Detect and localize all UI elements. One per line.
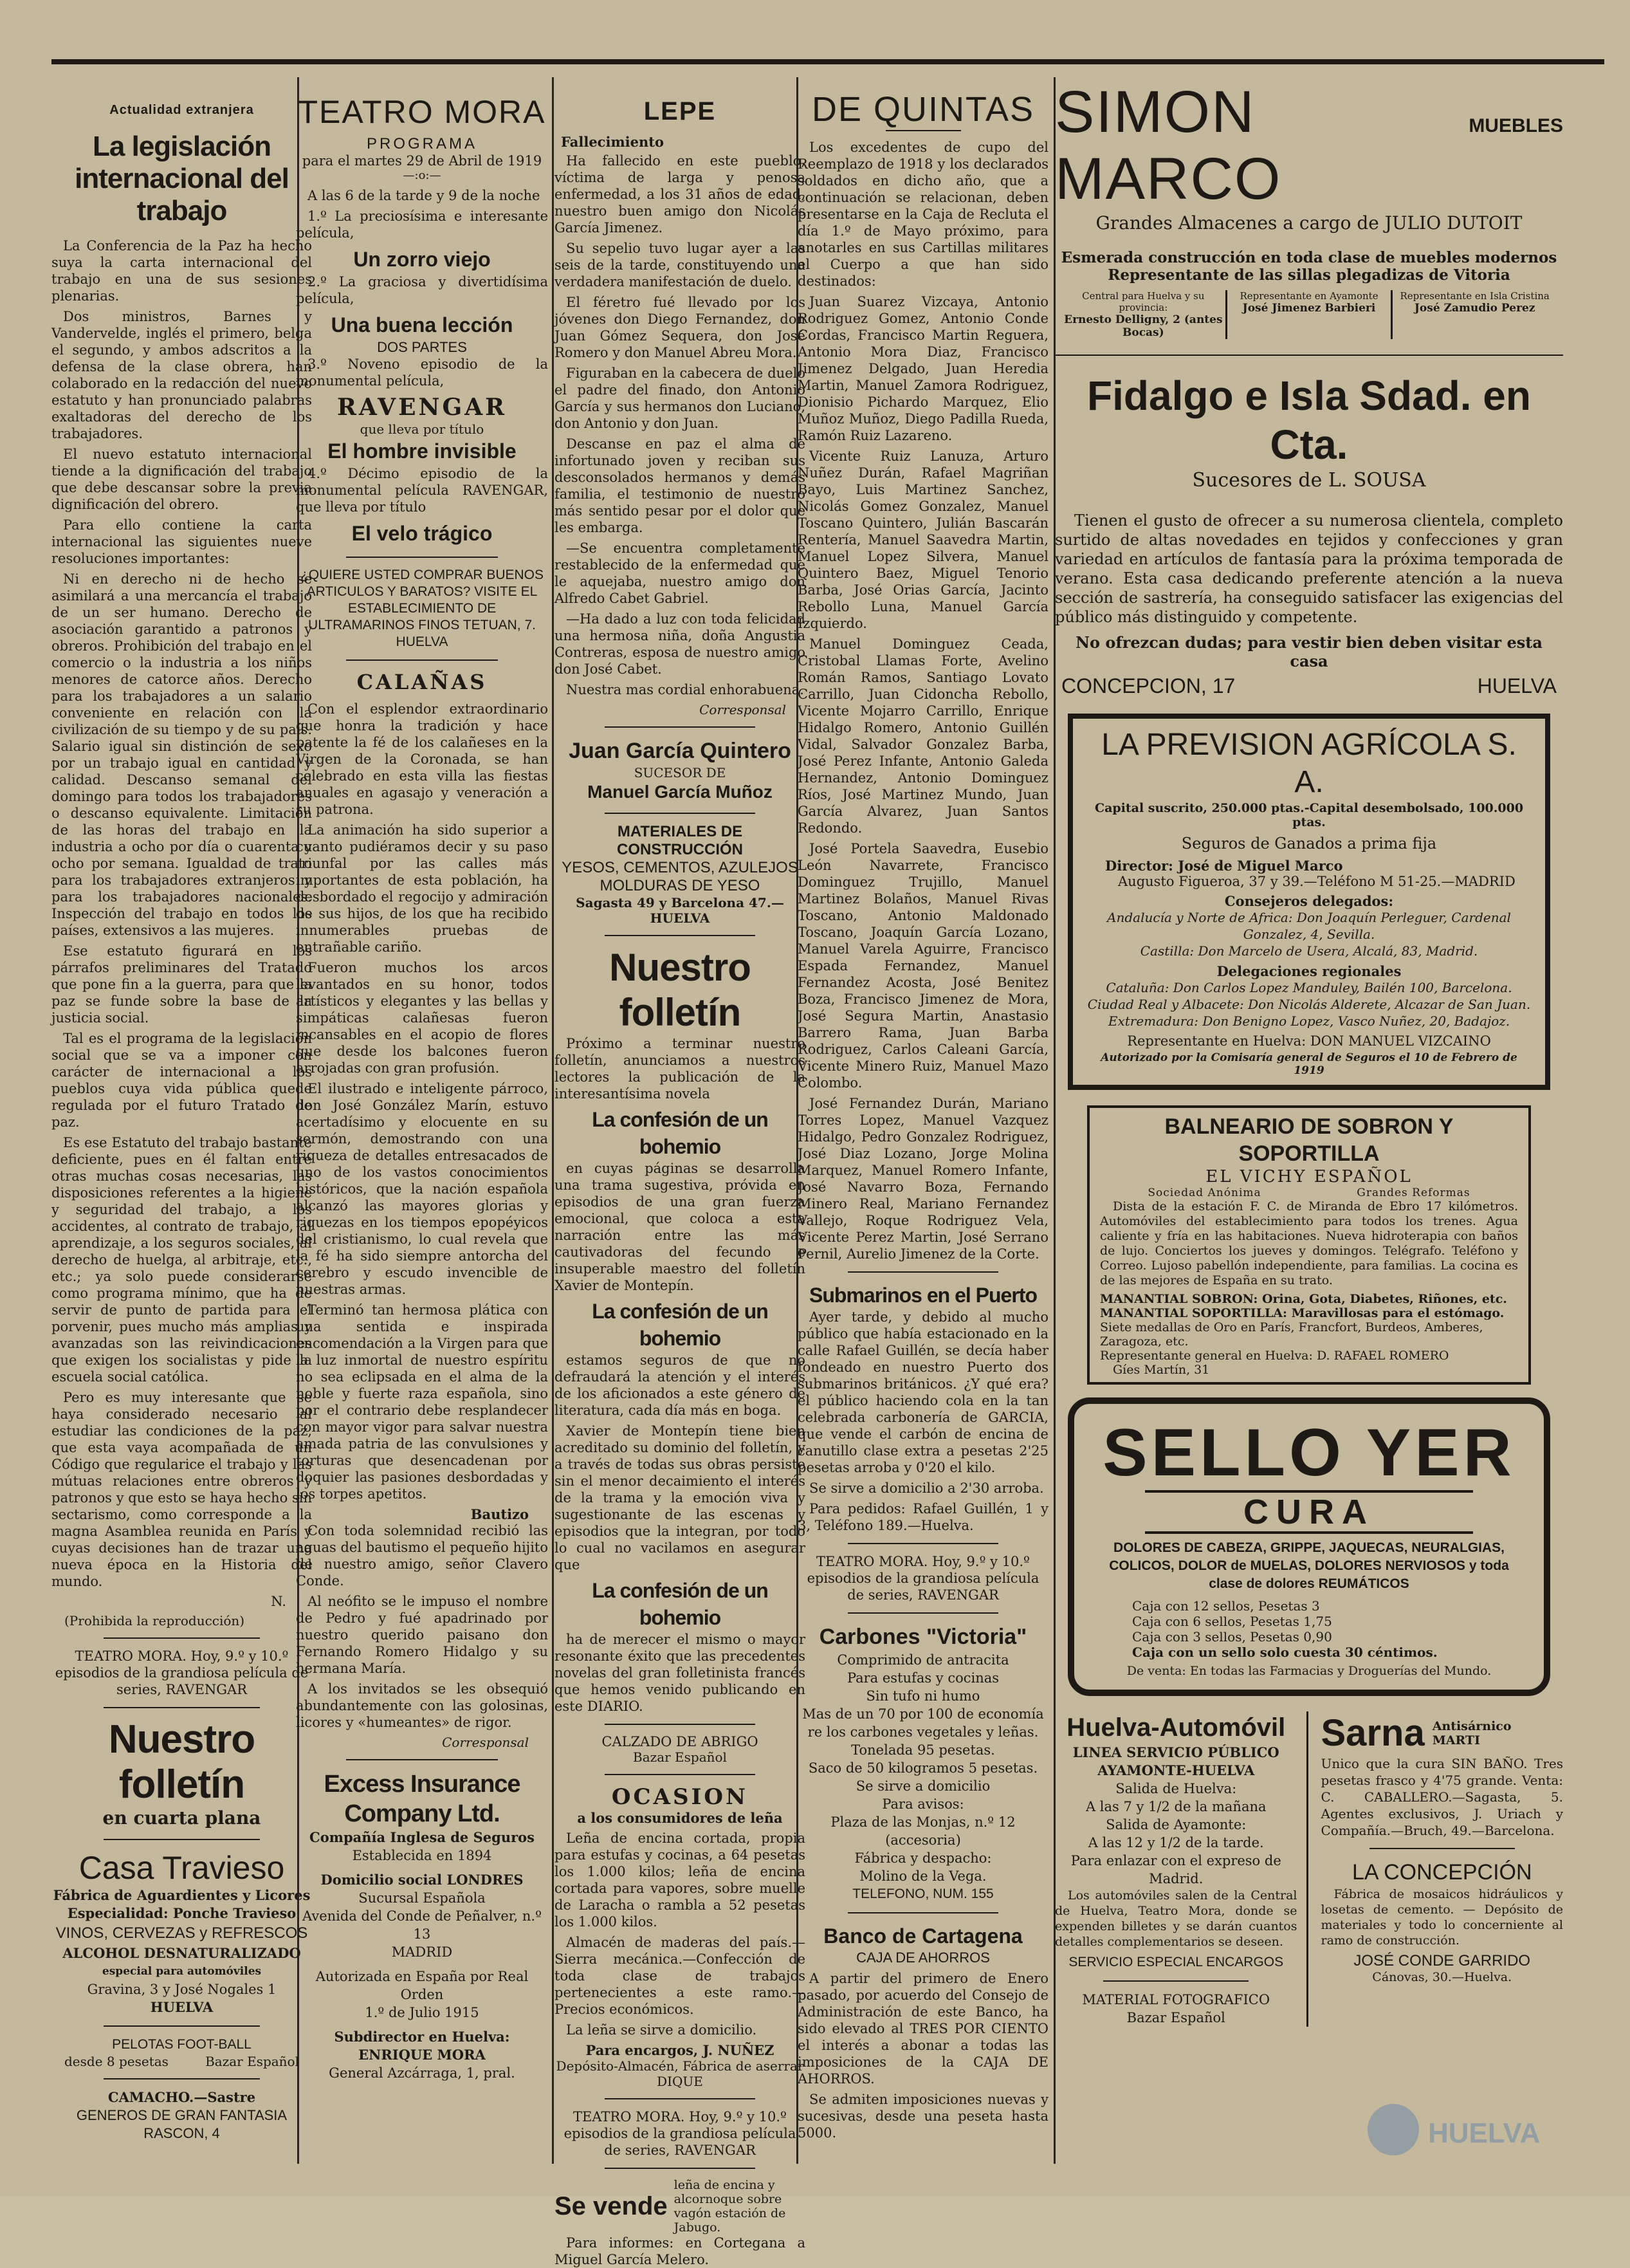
paragraph: Vicente Ruiz Lanuza, Arturo Nuñez Durán, Rafael Magriñan Bayo, Luis Martinez Sanchez, Nicolás Gomez Gonzalez, Manuel Toscano Quintero, Julián Bascarán Rentería, Manuel Saavedra Martin, Manuel Lopez Silvera, Manuel Quintero Baez, Miguel Tenorio Barba, José Orias García, Jacinto Rebollo Luna, Manuel García Izquierdo. (798, 448, 1049, 631)
carbones-line: Mas de un 70 por 100 de economía re los carbones vegetales y leñas. (802, 1706, 1044, 1740)
paragraph: Ayer tarde, y debido al mucho público que había estacionado en la calle Rafael Guillén, se decía haber fondeado en nuestro Puerto dos submarinos británicos. ¿Y qué era? el público haciendo cola en la tan celebrada carbonería de GARCIA, que vende el carbón de encina de canutillo clase extra a pesetas 2'25 pesetas arroba y 0'20 el kilo. (798, 1309, 1049, 1475)
rule (605, 2098, 755, 2099)
prevision-del: Delegaciones regionales (1216, 963, 1402, 979)
film-title: RAVENGAR (336, 394, 508, 421)
casa-line: Gravina, 3 y José Nogales 1 (87, 1982, 277, 1997)
simon-contact: José Jimenez Barbieri (1242, 302, 1376, 315)
auto-line: AYAMONTE-HUELVA (1097, 1762, 1255, 1778)
column-3 (554, 90, 805, 2267)
paragraph: estamos seguros de que no defraudará la atención y el interés de los aficionados a este género de literatura, cada día más en boga. (554, 1352, 805, 1418)
rule (346, 1759, 497, 1760)
paragraph: Al neófito se le impuso el nombre de Pedro y fué apadrinado por nuestro querido paisano don Fernando Romero Hidalgo y su hermana María. (296, 1594, 548, 1676)
rule (104, 1637, 260, 1639)
auto-text: Los automóviles salen de la Central de Huelva, Teatro Mora, donde se expenden billetes y se darán cuantos detalles complementarios se deseen. (1055, 1888, 1297, 1949)
archive-stamp (1364, 2078, 1557, 2181)
fidalgo-sub: Sucesores de L. SOUSA (1192, 469, 1426, 492)
excess-line: Autorizada en España por Real Orden (315, 1969, 529, 2002)
rule (605, 813, 755, 814)
paragraph: A partir del primero de Enero pasado, por acuerdo del Consejo de Administración de este Banco, ha sido elevado al TRES POR CIENTO el interés a abonar a todas las imposiciones de la CAJA DE AHORROS. (798, 1971, 1049, 2087)
sello-venta: De venta: En todas las Farmacias y Droguerías del Mundo. (1126, 1664, 1492, 1678)
carbones-line: Sin tufo ni humo (866, 1688, 980, 1704)
rule (605, 935, 755, 936)
carbones-title: Carbones "Victoria" (819, 1625, 1027, 1649)
column-rule (552, 77, 554, 2164)
ads-panel (1055, 77, 1563, 2170)
rule (886, 130, 961, 131)
paragraph: La Conferencia de la Paz ha hecho suya la carta internacional del trabajo en una de sus sesiones plenarias. (51, 238, 312, 304)
rule (104, 1839, 260, 1840)
auto-line: Salida de Ayamonte: (1106, 1817, 1247, 1832)
bohemio-title: La confesión de un bohemio (592, 1108, 768, 1158)
prevision-addr: Augusto Figueroa, 37 y 39.—Teléfono M 51-25.—MADRID (1118, 874, 1516, 889)
concepcion-text: Fábrica de mosaicos hidráulicos y losetas de cemento. — Depósito de materiales y todo lo concerniente al ramo de construcción. (1321, 1887, 1563, 1948)
ocasion-title: OCASION (611, 1784, 749, 1810)
fallecimiento: Fallecimiento (561, 134, 664, 150)
ocasion-dique: DIQUE (657, 2074, 703, 2089)
prevision-cons-item: Castilla: Don Marcelo de Usera, Alcalá, 83, Madrid. (1140, 943, 1478, 959)
juan-manuel: Manuel García Muñoz (587, 782, 773, 802)
program-item: 1.º La preciosísima e interesante película, (296, 208, 548, 241)
balneario-rep: Representante general en Huelva: D. RAFAEL ROMERO (1100, 1349, 1449, 1363)
simon-contact: Representante en Isla Cristina (1400, 290, 1550, 302)
prevision-ad (1068, 714, 1550, 1090)
paragraph: Se sirve a domicilio a 2'30 arroba. (809, 1480, 1044, 1496)
juan-sucesor: SUCESOR DE (634, 765, 726, 780)
excess-line: ENRIQUE MORA (358, 2047, 486, 2063)
auto-bazar: Bazar Español (1126, 2010, 1225, 2025)
paragraph: Su sepelio tuvo lugar ayer a las seis de la tarde, constituyendo una verdadera manifestación de duelo. (554, 241, 805, 290)
prevision-del-item: Cataluña: Don Carlos Lopez Manduley, Bailén 100, Barcelona. (1106, 980, 1512, 995)
paragraph: Xavier de Montepín tiene bien acreditado su dominio del folletín, y a través de todas sus obras persiste sin el menor decaimiento el interés de la trama y la emoción viva y sugestionante de las escenas y episodios que la integran, por todo lo cual no vacilamos en asegurar que (554, 1423, 805, 1572)
sello-yer-ad (1068, 1397, 1550, 1696)
simon-muebles: MUEBLES (1469, 115, 1563, 136)
casa-line: Especialidad: Ponche Travieso (67, 1905, 297, 1921)
juan-molduras: MOLDURAS DE YESO (600, 877, 760, 894)
banco-title: Banco de Cartagena (823, 1924, 1023, 1948)
auto-line: SERVICIO ESPECIAL ENCARGOS (1068, 1955, 1284, 1969)
carbones-line: Para estufas y cocinas (847, 1670, 1000, 1686)
sarna-anti: Antisárnico (1432, 1719, 1512, 1733)
calanas-title: CALAÑAS (356, 670, 488, 694)
rule (848, 1612, 998, 1614)
rule (848, 1271, 998, 1273)
signoff: N. (271, 1594, 286, 1609)
prevision-cons: Consejeros delegados: (1224, 893, 1394, 909)
juan-yesos: YESOS, CEMENTOS, AZULEJOS (562, 859, 798, 876)
casa-line: Fábrica de Aguardientes y Licores (53, 1887, 311, 1903)
carbones-line: TELEFONO, NUM. 155 (852, 1886, 994, 1901)
paragraph: José Portela Saavedra, Eusebio León Navarrete, Francisco Dominguez Trujillo, Manuel Martinez Bolaños, Manuel Rivas Toscano, Antonio Maldonado Toscano, Joaquín García Lozano, Manuel Varela Aguirre, Francisco Espada Fernandez, Manuel Fernandez Acosta, José Benitez Boza, Francisco Jimenez de Mora, José Segura Martin, Anastasio Barrero Rama, Juan Barba Rodriguez, Carlos Caleani García, Vicente Minero Ruiz, Manuel Mazo Colombo. (798, 841, 1049, 1091)
program-item: 2.º La graciosa y divertidísima película, (296, 274, 548, 306)
carbones-line: Para avisos: (882, 1796, 964, 1812)
program-item: 3.º Noveno episodio de la monumental película, (296, 356, 548, 389)
rule (104, 2025, 260, 2027)
carbones-line: Comprimido de antracita (837, 1652, 1009, 1668)
paragraph: en cuyas páginas se desarrolla una trama sugestiva, próvida en episodios de una gran fuerza emocional, que coloca a esta narración entre las más cautivadoras del fecundo e insuperable maestro del folletín Xavier de Montepín. (554, 1161, 805, 1293)
programa: PROGRAMA (366, 135, 477, 152)
simon-contact: Central para Huelva y su provincia: (1082, 290, 1205, 313)
paragraph: —Ha dado a luz con toda felicidad una hermosa niña, doña Angustia Contreras, esposa de nuestro amigo don José Cabet. (554, 611, 805, 677)
paragraph: Ha fallecido en este pueblo, víctima de larga y penosa enfermedad, a los 31 años de edad, nuestro buen amigo don Nicolás García Jimenez. (554, 153, 805, 235)
sello-price: Caja con 3 sellos, Pesetas 0,90 (1132, 1629, 1332, 1645)
rule (346, 557, 497, 558)
rule (605, 1724, 755, 1725)
paragraph: Para pedidos: Rafael Guillén, 1 y 3, Teléfono 189.—Huelva. (798, 1501, 1049, 1533)
bautizo-title: Bautizo (470, 1506, 529, 1522)
paragraph: Dos ministros, Barnes y Vandervelde, inglés el primero, belga el segundo, y ambos adscritos a la defensa de la clase obrera, han colaborado en la redacción del nuevo estatuto y han pronunciado palabras exaltadoras del derecho de los trabajadores. (51, 309, 312, 441)
rule (104, 1707, 260, 1708)
rule (1103, 1980, 1249, 1982)
folletin-sub: en cuarta plana (102, 1807, 261, 1829)
film-title: El hombre invisible (327, 439, 517, 463)
fidalgo-addr: CONCEPCION, 17 (1061, 674, 1236, 697)
auto-title: Huelva-Automóvil (1067, 1713, 1286, 1742)
prevision-director: Director: José de Miguel Marco (1105, 858, 1343, 874)
column-1 (51, 90, 312, 2170)
ocasion-deposito: Depósito-Almacén, Fábrica de aserrar (556, 2058, 804, 2074)
simon-title: SIMON MARCO (1055, 79, 1282, 212)
casa-title: Casa Travieso (78, 1850, 285, 1886)
paragraph: Ni en derecho ni de hecho se asimilará a una mercancía el trabajo de un ser humano. Derecho de asociación garantido a patronos y obreros. Prohibición del trabajo en el comercio o la industria a los niños menores de catorce años. Derecho para los trabajadores a un salario conveniente en relación con la civilización de su tiempo y de su país. Salario igual sin distinción de sexo por un trabajo igual en cantidad y calidad. Descanso semanal del domingo para todos los trabajadores o descanso equivalente. Limitación de las horas del trabajo en la industria a ocho por día o cuarenta y ocho por semana. Igualdad de trato para los trabajadores extranjeros y para los trabajadores nacionales. Inspección del trabajo en todos los países, extensivos a las mujeres. (51, 571, 312, 938)
juan-addr: Sagasta 49 y Barcelona 47.—HUELVA (576, 895, 784, 926)
sevende-title: Se vende (554, 2191, 668, 2220)
paragraph: José Fernandez Durán, Mariano Torres Lopez, Manuel Vazquez Hidalgo, Pedro Gonzalez Rodriguez, José Diaz Lozano, Jorge Molina Marquez, Manuel Romero Infante, José Navarro Boza, Fernando Minero Real, Mariano Fernandez Vallejo, Roque Rodriguez Vela, Vicente Perez Martin, José Serrano Pernil, Aurelio Jimenez de la Corte. (798, 1096, 1049, 1262)
paragraph: Para ello contiene la carta internacional las siguientes nueve resoluciones importantes: (51, 517, 312, 566)
balneario-title: BALNEARIO DE SOBRON Y SOPORTILLA (1164, 1114, 1454, 1166)
paragraph: Nuestra mas cordial enhorabuena. (566, 682, 804, 697)
concepcion-name: JOSÉ CONDE GARRIDO (1353, 1952, 1531, 1969)
carbones-line: Tonelada 95 pesetas. (851, 1742, 995, 1758)
auto-line: Para enlazar con el expreso de Madrid. (1070, 1853, 1281, 1886)
excess-line: Sucursal Española (358, 1890, 486, 1906)
auto-line: A las 12 y 1/2 de la tarde. (1088, 1835, 1264, 1850)
sello-lines: DOLORES DE CABEZA, GRIPPE, JAQUECAS, NEURALGIAS, COLICOS, DOLOR de MUELAS, DOLORES NERVIOSOS y toda clase de dolores REUMÁTICOS (1109, 1540, 1509, 1591)
auto-line: A las 7 y 1/2 de la mañana (1085, 1799, 1267, 1814)
simon-contact: Ernesto Delligny, 2 (antes Bocas) (1064, 313, 1223, 339)
sello-price: Caja con un sello solo cuesta 30 céntimos. (1132, 1645, 1438, 1660)
program-hours: A las 6 de la tarde y 9 de la noche (307, 188, 540, 203)
simon-contact: José Zamudio Perez (1414, 302, 1535, 315)
paragraph: El ilustrado e inteligente párroco, don José González Marín, estuvo acertadísimo y elocuente en su sermón, demostrando con una riqueza de detalles entresacados de uno de los vastos conocimientos históricos, que la nación española alcanzó las mayores glorias y riquezas en los tiempos epopéyicos del cristianismo, lo cual revela que la fé ha sido siempre antorcha del cerebro y escudo invencible de nuestras armas. (296, 1081, 548, 1297)
paragraph: Con el esplendor extraordinario que honra la tradición y hace patente la fé de los calañeses en la Virgen de la Coronada, se han celebrado en esta villa las fiestas anuales en agasajo y veneración a su patrona. (296, 701, 548, 817)
teatro-short: TEATRO MORA. Hoy, 9.º y 10.º episodios de la grandiosa película de series, RAVENGAR (55, 1648, 309, 1697)
balneario-manantial: MANANTIAL SOPORTILLA: Maravillosas para el estómago. (1100, 1306, 1505, 1320)
film-title: Un zorro viejo (353, 248, 491, 271)
paragraph: El féretro fué llevado por los jóvenes don Diego Fernandez, don Juan Gómez Sequera, don José Romero y don Manuel Abreu Mora. (554, 295, 805, 360)
casa-line: VINOS, CERVEZAS y REFRESCOS (55, 1924, 308, 1942)
column-4 (798, 90, 1049, 2170)
paragraph: Descanse en paz el alma de infortunado joven y reciban sus desconsolados hermanos y demás familia, el testimonio de nuestro más sentido pesar por el dolor que les embarga. (554, 436, 805, 535)
balneario-medallas: Siete medallas de Oro en París, Francfort, Burdeos, Amberes, Zaragoza, etc. (1100, 1320, 1483, 1349)
sello-title: SELLO YER (1103, 1415, 1516, 1490)
paragraph: Para informes: en Cortegana a Miguel García Melero. (554, 2235, 805, 2267)
program-date: para el martes 29 de Abril de 1919 (302, 153, 542, 169)
balneario-ad (1087, 1105, 1531, 1385)
calzado-shop: Bazar Español (633, 1749, 727, 1765)
balneario-sub: EL VICHY ESPAÑOL (1205, 1167, 1413, 1186)
excess-line: Avenida del Conde de Peñalver, n.º 13 (302, 1908, 542, 1942)
sello-price: Caja con 6 sellos, Pesetas 1,75 (1132, 1614, 1332, 1629)
auto-line: Salida de Huelva: (1115, 1781, 1237, 1796)
film-sub: DOS PARTES (377, 339, 467, 355)
paragraph: Fueron muchos los arcos levantados en su honor, todos artísticos y elegantes y las bellas y simpáticas calañesas fueron incansables en el acopio de flores que desde los balcones fueron arrojadas con gran profusión. (296, 960, 548, 1076)
balneario-soc: Sociedad Anónima (1148, 1186, 1261, 1199)
paragraph: Almacén de maderas del país.—Sierra mecánica.—Confección de toda clase de trabajos pertenecientes a este ramo.—Precios económicos. (554, 1935, 805, 2017)
paragraph: Se admiten imposiciones nuevas y sucesivas, desde una peseta hasta 5000. (798, 2092, 1049, 2141)
column-2 (296, 90, 548, 2170)
carbones-line: Molino de la Vega. (859, 1868, 987, 1884)
film-title: El velo trágico (351, 522, 493, 545)
film-sub: que lleva por título (360, 421, 484, 437)
film-title: Una buena lección (331, 313, 513, 337)
rule (1055, 355, 1563, 356)
sevende-tail: leña de encina y alcornoque sobre vagón estación de Jabugo. (673, 2178, 786, 2235)
fidalgo-title: Fidalgo e Isla Sdad. en Cta. (1087, 373, 1531, 468)
folletin-title: Nuestro folletín (609, 946, 751, 1034)
carbones-line: Plaza de las Monjas, n.º 12 (accesoria) (830, 1814, 1016, 1848)
sello-price: Caja con 12 sellos, Pesetas 3 (1132, 1598, 1320, 1614)
paragraph: Manuel Dominguez Ceada, Cristobal Llamas Forte, Avelino Román Ramos, Santiago Lovato Carrillo, Juan Cidoncha Rebollo, Vicente Mojarro Carrillo, Enrique Hidalgo Romero, Antonio Guillén Vidal, Salvador Gonzalez Barba, José Perez Infante, Antonio Galeda Hernandez, Antonio Dominguez Ríos, José Martinez Mundo, Juan García Alvarez, Juan Santos Redondo. (798, 636, 1049, 836)
rule (848, 1543, 998, 1544)
camacho: CAMACHO.—Sastre (107, 2089, 256, 2105)
pelotas: PELOTAS FOOT-BALL (112, 2037, 252, 2052)
rule (104, 2078, 260, 2079)
byline: Corresponsal (699, 702, 786, 717)
fidalgo-city: HUELVA (1477, 674, 1557, 697)
paragraph: La leña se sirve a domicilio. (566, 2022, 757, 2038)
auto-material: MATERIAL FOTOGRAFICO (1082, 1992, 1270, 2007)
rule (346, 659, 497, 661)
prevision-aut: Autorizado por la Comisaría general de Seguros el 10 de Febrero de 1919 (1101, 1051, 1517, 1077)
auto-line: LINEA SERVICIO PÚBLICO (1072, 1744, 1279, 1760)
headline: La legislación internacional del trabajo (75, 131, 289, 226)
paragraph: Próximo a terminar nuestro folletín, anunciamos a nuestros lectores la publicación de la interesantísima novela (554, 1036, 805, 1102)
carbones-line: Saco de 50 kilogramos 5 pesetas. (808, 1760, 1038, 1776)
simon-sub: Grandes Almacenes a cargo de JULIO DUTOIT (1095, 212, 1523, 234)
paragraph: A los invitados se les obsequió abundantemente con las golosinas, licores y «humeantes» de rigor. (296, 1681, 548, 1730)
paragraph: Los excedentes de cupo del Reemplazo de 1918 y los declarados soldados en dicho año, que a continuación se relacionan, deben presentarse en la Caja de Recluta el día 1.º de Mayo próximo, para anotarles en sus Cartillas militares el Cuerpo a que han sido destinados: (798, 140, 1049, 289)
casa-line: especial para automóviles (102, 1965, 262, 1978)
rule (1369, 1848, 1515, 1849)
sello-cura: CURA (1145, 1490, 1473, 1534)
juan-title: Juan García Quintero (569, 739, 791, 763)
excess-title: Excess Insurance Company Ltd. (324, 1771, 520, 1827)
camacho-line: RASCON, 4 (143, 2125, 220, 2141)
balneario-addr: Gíes Martín, 31 (1113, 1363, 1210, 1377)
camacho-line: GENEROS DE GRAN FANTASIA (76, 2107, 288, 2123)
prevision-del-item: Extremadura: Don Benigno Lopez, Vasco Nuñez, 20, Badajoz. (1108, 1013, 1510, 1029)
submarinos-title: Submarinos en el Puerto (809, 1284, 1037, 1307)
excess-line: Compañía Inglesa de Seguros (309, 1829, 535, 1845)
concepcion-addr: Cánovas, 30.—Huelva. (1372, 1970, 1512, 1984)
teatro-title: TEATRO MORA (298, 94, 546, 130)
rule (848, 1912, 998, 1913)
simon-line: Esmerada construcción en toda clase de muebles modernos (1061, 249, 1557, 266)
paragraph: ha de merecer el mismo o mayor resonante éxito que las precedentes novelas del gran folletinista francés que hemos venido publicando en este DIARIO. (554, 1632, 805, 1714)
paragraph: Pero es muy interesante que se haya considerado necesario al estudiar las condiciones de la paz, que esta vaya acompañada de un Código que regularice el trabajo y las mútuas relaciones entre obreros y patronos y que esto se haya hecho sin sectarismo, como corresponde a la magna Asamblea reunida en París y cuyas decisiones han de trazar una nueva época en la Historia del mundo. (51, 1390, 312, 1589)
folletin-title: Nuestro folletín (108, 1717, 255, 1807)
paragraph: Tal es el programa de la legislación social que se va a imponer con carácter de internacional a los pueblos cuya vida pública quede regulada por el futuro Tratado de paz. (51, 1031, 312, 1130)
carbones-line: Se sirve a domicilio (856, 1778, 991, 1794)
casa-line: HUELVA (150, 1999, 214, 2015)
balneario-manantial: MANANTIAL SOBRON: Orina, Gota, Diabetes, Riñones, etc. (1100, 1292, 1507, 1306)
simon-contact: Representante en Ayamonte (1240, 290, 1378, 302)
paragraph: El nuevo estatuto internacional tiende a la dignificación del trabajo que debe descansar sobre la previa dignificación del obrero. (51, 447, 312, 512)
paragraph: Es ese Estatuto del trabajo bastante deficiente, pues en él faltan entre otras muchas cosas necesarias, las disposiciones referentes a la higiene y seguridad del trabajo, a los accidentes, al contrato de trabajo, al aprendizaje, a los seguros sociales, al derecho de huelga, al arbitraje, etc., etc.; ya solo puede considerarse como programa mínimo, que ha de servir de punto de partida para el porvenir, pues mucho más amplias y avanzadas son las reivindicaciones que exigen los socialistas y pide la escuela social católica. (51, 1135, 312, 1385)
sarna-title: Sarna (1321, 1712, 1425, 1754)
ultramarinos-ad: ¿QUIERE USTED COMPRAR BUENOS ARTICULOS Y BARATOS? VISITE EL ESTABLECIMIENTO DE ULTRAMARINOS FINOS TETUAN, 7. HUELVA (300, 567, 544, 649)
ocasion-encargos: Para encargos, J. NUÑEZ (585, 2042, 774, 2058)
excess-line: Establecida en 1894 (352, 1848, 492, 1863)
stamp-text: HUELVA (1428, 2117, 1541, 2149)
excess-line: General Azcárraga, 1, pral. (329, 2065, 515, 2081)
lepe-title: LEPE (643, 97, 717, 125)
balneario-ref: Grandes Reformas (1357, 1186, 1470, 1199)
rule (605, 1774, 755, 1775)
paragraph: Terminó tan hermosa plática con una sentida e inspirada encomendación a la Virgen para que la luz inmortal de nuestro espíritu no sea eclipsada en el alma de la noble y fuerte raza española, sino por el contrario debe resplandecer con mayor vigor para salvar nuestra amada patria de las convulsiones y torturas que desencadenan por doquier las pasiones desbordadas y los torpes apetitos. (296, 1302, 548, 1502)
section-label: Actualidad extranjera (109, 103, 254, 117)
prevision-title: LA PREVISION AGRÍCOLA S. A. (1101, 728, 1517, 799)
prevision-del-item: Ciudad Real y Albacete: Don Nicolás Alderete, Alcazar de San Juan. (1087, 997, 1531, 1012)
calzado: CALZADO DE ABRIGO (601, 1734, 758, 1749)
ocasion-sub: a los consumidores de leña (577, 1810, 783, 1826)
casa-line: ALCOHOL DESNATURALIZADO (62, 1945, 301, 1961)
byline: Corresponsal (442, 1735, 529, 1750)
rule (605, 726, 755, 728)
rule (605, 2168, 755, 2169)
fidalgo-no: No ofrezcan dudas; para vestir bien deben visitar esta casa (1076, 633, 1543, 670)
excess-line: Subdirector en Huelva: (334, 2029, 510, 2045)
top-rule (51, 59, 1604, 64)
paragraph: Con toda solemnidad recibió las aguas del bautismo el pequeño hijito de nuestro amigo, señor Clavero Conde. (296, 1523, 548, 1589)
bohemio-title: La confesión de un bohemio (592, 1300, 768, 1350)
pelotas-shop: Bazar Español (205, 2054, 299, 2069)
sarna-marti: MARTI (1432, 1733, 1480, 1747)
prevision-capital: Capital suscrito, 250.000 ptas.-Capital desembolsado, 100.000 ptas. (1094, 801, 1524, 829)
separator: —:o:— (403, 169, 441, 182)
paragraph: —Se encuentra completamente restablecido de la enfermedad que le aquejaba, nuestro amigo don Alfredo Cabet Gabriel. (554, 540, 805, 606)
carbones-line: Fábrica y despacho: (854, 1850, 992, 1866)
paragraph: Ese estatuto figurará en los párrafos preliminares del Tratado que pone fin a la guerra, para que la paz se funde sobre la base de la justicia social. (51, 943, 312, 1026)
bohemio-title: La confesión de un bohemio (592, 1579, 768, 1629)
excess-line: 1.º de Julio 1915 (365, 2005, 479, 2020)
prevision-rep: Representante en Huelva: DON MANUEL VIZCAINO (1127, 1033, 1491, 1049)
pelotas-price: desde 8 pesetas (64, 2054, 169, 2069)
fidalgo-text: Tienen el gusto de ofrecer a su numerosa clientela, completo surtido de altas novedades en tejidos y confecciones y gran variedad en artículos de fantasía para la próxima temporada de verano. Esta casa dedicando preferente atención a la nueva sección de sastrería, ha conseguido satisfacer las exigencias del público más distinguido y competente. (1055, 512, 1563, 626)
repro-note: (Prohibida la reproducción) (64, 1613, 245, 1628)
paragraph: Leña de encina cortada, propia para estufas y cocinas, a 64 pesetas los 1.000 kilos; leña de encina cortada para vapores, sobre muelle de Laracha o rambla a 52 pesetas los 1.000 kilos. (554, 1830, 805, 1930)
prevision-cons-item: Andalucía y Norte de Africa: Don Joaquín Perleguer, Cardenal Gonzalez, 4, Sevilla. (1107, 910, 1511, 942)
banco-sub: CAJA DE AHORROS (856, 1950, 990, 1966)
prevision-seguros: Seguros de Ganados a prima fija (1181, 834, 1437, 853)
simon-line: Representante de las sillas plegadizas de Vitoria (1108, 266, 1510, 284)
juan-materiales: MATERIALES DE CONSTRUCCIÓN (617, 823, 743, 858)
paragraph: Juan Suarez Vizcaya, Antonio Rodriguez Gomez, Antonio Conde Cordas, Francisco Martin Reguera, Antonio Mora Diaz, Francisco Jimenez Delgado, Juan Heredia Martin, Manuel Zamora Rodriguez, Dionisio Pichardo Marquez, Elio Muñoz Muñoz, Diego Padilla Rueda, Ramón Ruiz Lazareno. (798, 294, 1049, 443)
concepcion-title: LA CONCEPCIÓN (1351, 1860, 1532, 1885)
teatro-short: TEATRO MORA. Hoy, 9.º y 10.º episodios de la grandiosa película de series, RAVENGAR (563, 2109, 796, 2158)
teatro-short: TEATRO MORA. Hoy, 9.º y 10.º episodios de la grandiosa película de series, RAVENGAR (807, 1554, 1039, 1603)
sarna-text: Unico que la cura SIN BAÑO. Tres pesetas frasco y 4'75 grande. Venta: C. CABALLERO.—Sagasta, 5. Agentes exclusivos, J. Uriach y Compañía.—Bruch, 49.—Barcelona. (1321, 1756, 1563, 1838)
paragraph: La animación ha sido superior a cuanto pudiéramos decir y su paso triunfal por las calles más importantes de esta población, ha desbordado el regocijo y admiración de sus hijos, de los que ha recibido innumerables pruebas de entrañable cariño. (296, 822, 548, 955)
program-item: 4.º Décimo episodio de la monumental película RAVENGAR, que lleva por título (296, 466, 548, 515)
quintas-title: DE QUINTAS (811, 90, 1035, 129)
excess-line: Domicilio social LONDRES (320, 1872, 524, 1888)
excess-line: MADRID (391, 1944, 453, 1960)
paragraph: Figuraban en la cabecera de duelo el padre del finado, don Antonio García y sus hermanos don Luciano, don Antonio y don Juan. (554, 365, 805, 431)
balneario-text: Dista de la estación F. C. de Miranda de Ebro 17 kilómetros. Automóviles del establecimiento para todos los trenes. Agua caliente y fría en las habitaciones. Nueva hidroterapia con baños de lujo. Conciertos los jueves y domingos. Telégrafo. Teléfono y Correo. Lujoso pabellón independiente, para familias. La cocina es de las mejores de España en su trato. (1100, 1199, 1518, 1287)
